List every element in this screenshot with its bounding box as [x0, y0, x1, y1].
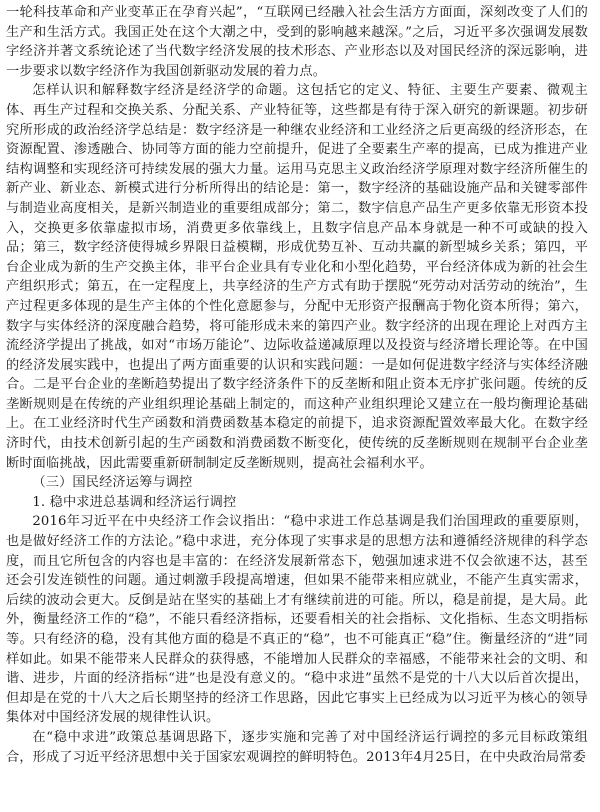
section-heading: （三）国民经济运筹与调控: [32, 475, 193, 491]
body-paragraph-continuation: 一轮科技革命和产业变革正在孕育兴起”，“互联网已经融入社会生活方方面面，深刻改变了人们的生产和生活方式。我国正处在这个大潮之中，受到的影响越来越深。”之后，习近平多次强调发展数字经济并著文系统论述了当代数字经济发展的技术形态、产业形态以及对国民经济的深远影响，进一步要求以数字经济作为我国创新驱动发展的着力点。: [6, 5, 588, 79]
body-paragraph-steady-progress: 2016年习近平在中央经济工作会议指出：“稳中求进工作总基调是我们治国理政的重要原则，也是做好经济工作的方法论。”稳中求进，充分体现了实事求是的思想方法和遵循经济规律的科学态度，而且它所包含的内容也是丰富的：在经济发展新常态下，勉强加速求进不仅会欲速不达，甚至还会引发连锁性的问题。通过刺激手段提高增速，但如果不能带来相应就业，不能产生真实需求，后续的波动会更大。反倒是站在坚实的基础上才有继续前进的可能。所以，稳是前提，是大局。此外，衡量经济工作的“稳”，不能只看经济指标，还要看相关的社会指标、文化指标、生态文明指标等。只有经济的稳，没有其他方面的稳是不真正的“稳”，也不可能真正“稳”住。衡量经济的“进”同样如此。如果不能带来人民群众的获得感，不能增加人民群众的幸福感，不能带来社会的文明、和谐、进步，片面的经济指标“进”也是没有意义的。“稳中求进”虽然不是党的十八大以后首次提出，但却是在党的十八大之后长期坚持的经济工作思路，因此它事实上已经成为以习近平为核心的领导集体对中国经济发展的规律性认识。: [6, 514, 588, 726]
body-paragraph-digital-economy: 怎样认识和解释数字经济是经济学的命题。这包括它的定义、特征、主要生产要素、微观主体、再生产过程和交换关系、分配关系、产业特征等，这些都是有待于深入研究的新课题。初步研究所形成的政治经济学总结是：数字经济是一种继农业经济和工业经济之后更高级的经济形态，在资源配置、渗透融合、协同等方面的能力空前提升，促进了全要素生产率的提高，已成为推进产业结构调整和实现经济可持续发展的强大力量。运用马克思主义政治经济学原理对数字经济所催生的新产业、新业态、新模式进行分析所得出的结论是：第一，数字经济的基础设施产品和关键零部件与制造业高度相关，是新兴制造业的重要组成部分；第二，数字信息产品生产更多依靠无形资本投入，交换更多依靠虚拟市场，消费更多依靠线上，且数字信息产品本身就是一种不可或缺的投入品；第三，数字经济使得城乡界限日益模糊，形成优势互补、互动共赢的新型城乡关系；第四，平台企业成为新的生产交换主体，非平台企业具有专业化和小型化趋势，平台经济体成为新的社会生产组织形式；第五，在一定程度上，共享经济的生产方式有助于摆脱“死劳动对活劳动的统治”，生产过程更多体现的是生产主体的个性化意愿参与，分配中无形资产报酬高于物化资本所得；第六，数字与实体经济的深度融合趋势，将可能形成未来的第四产业。数字经济的出现在理论上对西方主流经济学提出了挑战，如对“市场万能论”、边际收益递减原理以及投资与经济增长理论等。在中国的经济发展实践中，也提出了两方面重要的认识和实践问题：一是如何促进数字经济与实体经济融合。二是平台企业的垄断趋势提出了数字经济条件下的反垄断和阻止资本无序扩张问题。传统的反垄断规则是在传统的产业组织理论基础上制定的，而这种产业组织理论又建立在一般均衡理论基础上。在工业经济时代生产函数和消费函数基本稳定的前提下，追求资源配置效率最大化。在数字经济时代，由技术创新引起的生产函数和消费函数不断变化，使传统的反垄断规则在规制平台企业垄断时面临挑战，因此需要重新研制制定反垄断规则，提高社会福利水平。: [6, 83, 588, 471]
body-paragraph-macro-control: 在“稳中求进”政策总基调思路下，逐步实施和完善了对中国经济运行调控的多元目标政策组合，形成了习近平经济思想中关于国家宏观调控的鲜明特色。2013年4月25日，在中央政治局常委: [6, 729, 588, 765]
subsection-heading: 1. 稳中求进总基调和经济运行调控: [32, 494, 237, 510]
